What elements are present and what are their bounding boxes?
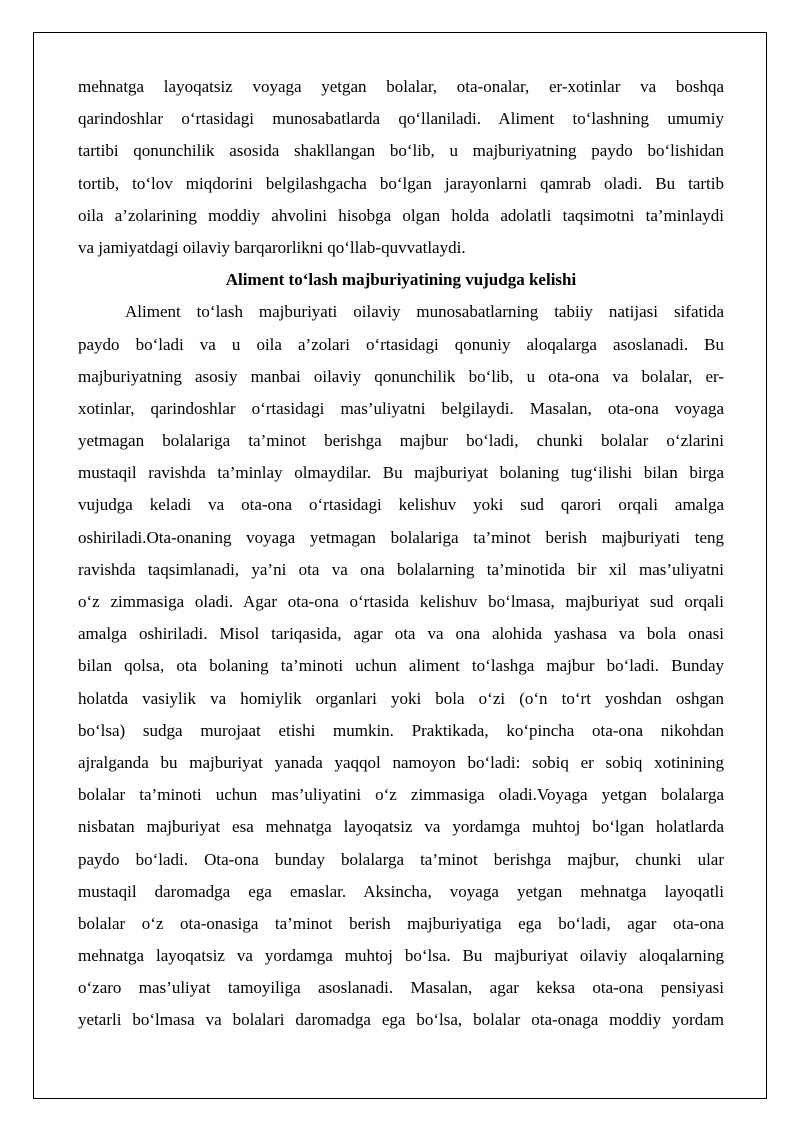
text-line: oila a’zolarining moddiy ahvolini hisobga olgan holda adolatli taqsimotni ta’minlaydi bbox=[78, 205, 724, 225]
text-line: va jamiyatdagi oilaviy barqarorlikni qo‘llab-quvvatlaydi. bbox=[78, 237, 466, 257]
text-line: majburiyatning asosiy manbai oilaviy qonunchilik bo‘lib, u ota-ona va bolalar, er- bbox=[78, 366, 724, 386]
text-line: oshiriladi.Ota-onaning voyaga yetmagan bolalariga ta’minot berish majburiyati teng bbox=[78, 527, 724, 547]
text-line: o‘z zimmasiga oladi. Agar ota-ona o‘rtasida kelishuv bo‘lmasa, majburiyat sud orqali bbox=[78, 592, 724, 611]
text-line: paydo bo‘ladi. Ota-ona bunday bolalarga ta’minot berishga majbur, chunki ular bbox=[78, 849, 724, 869]
text-line: bolalar o‘z ota-onasiga ta’minot berish majburiyatiga ega bo‘ladi, agar ota-ona bbox=[78, 913, 724, 933]
text-line: yetarli bo‘lmasa va bolalari daromadga ega bo‘lsa, bolalar ota-onaga moddiy yordam bbox=[78, 1010, 724, 1030]
text-line: paydo bo‘ladi va u oila a’zolari o‘rtasidagi qonuniy aloqalarga asoslanadi. Bu bbox=[78, 334, 724, 354]
text-line: tortib, to‘lov miqdorini belgilashgacha bo‘lgan jarayonlarni qamrab oladi. Bu tartib bbox=[78, 173, 724, 193]
text-line: qarindoshlar o‘rtasidagi munosabatlarda qo‘llaniladi. Aliment to‘lashning umumiy bbox=[78, 109, 724, 129]
document-body bbox=[78, 71, 724, 1037]
text-line: bilan qolsa, ota bolaning ta’minoti uchun aliment to‘lashga majbur bo‘ladi. Bunday bbox=[78, 656, 724, 676]
text-line: Aliment to‘lash majburiyati oilaviy munosabatlarning tabiiy natijasi sifatida bbox=[125, 302, 724, 322]
text-line: o‘zaro mas’uliyat tamoyiliga asoslanadi. Masalan, agar keksa ota-ona pensiyasi bbox=[78, 978, 724, 998]
text-line: mehnatga layoqatsiz voyaga yetgan bolalar, ota-onalar, er-xotinlar va boshqa bbox=[78, 77, 724, 96]
text-line: mustaqil daromadga ega emaslar. Aksincha, voyaga yetgan mehnatga layoqatli bbox=[78, 881, 724, 901]
text-line: amalga oshiriladi. Misol tariqasida, agar ota va ona alohida yashasa va bola onasi bbox=[78, 624, 724, 644]
text-line: bolalar ta’minoti uchun mas’uliyatini o‘z zimmasiga oladi.Voyaga yetgan bolalarga bbox=[78, 785, 724, 805]
text-line: tartibi qonunchilik asosida shakllangan bo‘lib, u majburiyatning paydo bo‘lishidan bbox=[78, 141, 724, 161]
paragraph-main bbox=[78, 296, 724, 1036]
text-line: ajralganda bu majburiyat yanada yaqqol namoyon bo‘ladi: sobiq er sobiq xotinining bbox=[78, 752, 724, 772]
text-line: ravishda taqsimlanadi, ya’ni ota va ona bolalarning ta’minotida bir xil mas’uliyatni bbox=[78, 559, 724, 579]
text-line: holatda vasiylik va homiylik organlari yoki bola o‘zi (o‘n to‘rt yoshdan oshgan bbox=[78, 688, 724, 708]
text-line: nisbatan majburiyat esa mehnatga layoqatsiz va yordamga muhtoj bo‘lgan holatlarda bbox=[78, 817, 724, 837]
paragraph-intro bbox=[78, 71, 724, 264]
text-line: vujudga keladi va ota-ona o‘rtasidagi kelishuv yoki sud qarori orqali amalga bbox=[78, 495, 724, 515]
section-heading: Aliment to‘lash majburiyatining vujudga kelishi bbox=[225, 270, 577, 290]
text-line: bo‘lsa) sudga murojaat etishi mumkin. Praktikada, ko‘pincha ota-ona nikohdan bbox=[78, 720, 724, 740]
text-line: mehnatga layoqatsiz va yordamga muhtoj bo‘lsa. Bu majburiyat oilaviy aloqalarning bbox=[78, 946, 724, 966]
text-line: mustaqil ravishda ta’minlay olmaydilar. Bu majburiyat bolaning tug‘ilishi bilan birga bbox=[78, 463, 724, 483]
text-line: xotinlar, qarindoshlar o‘rtasidagi mas’uliyatni belgilaydi. Masalan, ota-ona voyaga bbox=[78, 398, 724, 418]
text-line: yetmagan bolalariga ta’minot berishga majbur bo‘ladi, chunki bolalar o‘zlarini bbox=[78, 431, 724, 451]
